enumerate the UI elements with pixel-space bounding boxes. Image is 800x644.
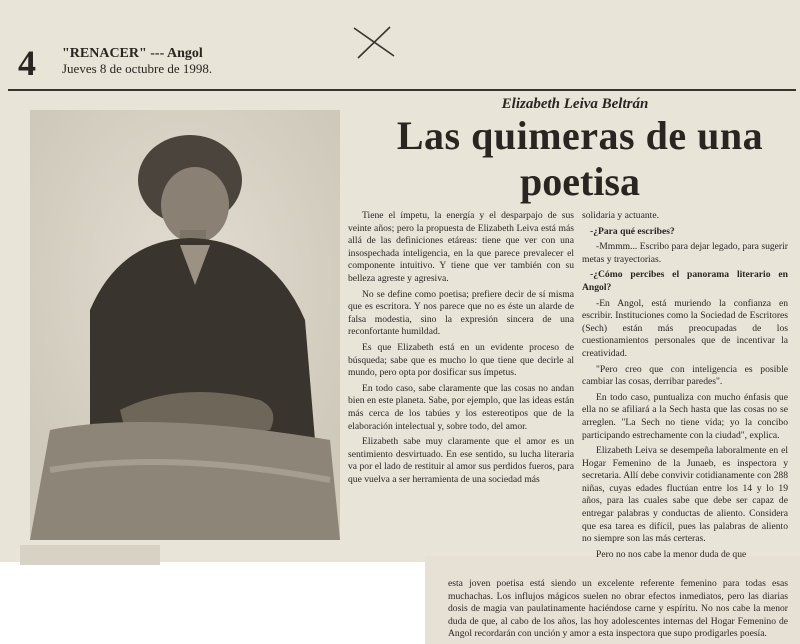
paragraph: No se define como poetisa; prefiere decir de sí misma que es escritora. Y nos parece que no es éste un alarde de falsa modestia, sino la expresión sincera de una reconfortante humildad. xyxy=(348,288,574,338)
article-title-line2: poetisa xyxy=(520,159,640,204)
paragraph: Elizabeth Leiva se desempeña laboralmente en el Hogar Femenino de la Junaeb, es inspectora y secretaria. Allí debe convivir cotidianamente con 288 niñas, cuyas edades fluctúan entre los 14 y lo 19 años, para las cuales sabe que debe ser capaz de entregar palabras y conductas de aliento. Considera que esa tarea es difícil, pues las palabras de aliento no siempre son las más certeras. xyxy=(582,445,788,545)
adjacent-clipping-fragment xyxy=(20,545,160,565)
issue-date: Jueves 8 de octubre de 1998. xyxy=(62,61,213,76)
newspaper-name: "RENACER" --- Angol xyxy=(62,46,203,61)
paragraph: Es que Elizabeth está en un evidente proceso de búsqueda; sabe que es mucho lo que tiene que decirle al mundo, pero opta por dosificar sus ímpetus. xyxy=(348,341,574,379)
article-author: Elizabeth Leiva Beltrán xyxy=(501,96,649,112)
interview-answer: -En Angol, está muriendo la confianza en escribir. Instituciones como la Sociedad de Escritores (Sech) están más preocupadas de los cuestionamientos personales que de incentivar la creatividad. xyxy=(582,297,788,359)
header-rule xyxy=(8,89,796,91)
interview-question: -¿Para qué escribes? xyxy=(590,225,675,237)
page-number: 4 xyxy=(18,43,36,83)
x-mark-icon xyxy=(350,24,400,60)
paragraph: Pero no nos cabe la menor duda de que xyxy=(596,548,747,560)
article-title-line1: Las quimeras de una xyxy=(396,113,764,158)
interview-answer: "Pero creo que con inteligencia es posible cambiar las cosas, derribar paredes". xyxy=(582,363,788,388)
paragraph: solidaria y actuante. xyxy=(582,210,659,221)
paragraph: esta joven poetisa está siendo un excelente referente femenino para todas esas muchachas. Los influjos mágicos suelen no obrar efectos inmediatos, pero las diarias dosis de magia van paulatinamente haciéndose carne y espíritu. No nos cabe la menor duda de que, al cabo de los años, las hoy adolescentes internas del Hogar Femenino de Angol recordarán con unción y amor a esta inspectora que supo prodigarles poesía. xyxy=(448,578,788,640)
paragraph: En todo caso, puntualiza con mucho énfasis que ella no se afiliará a la Sech hasta que las cosas no se arreglen. "La Sech no tiene vida; yo la concibo participando estrechamente con la ciudad", explica. xyxy=(582,391,788,441)
article-continuation xyxy=(448,578,788,641)
paragraph: En todo caso, sabe claramente que las cosas no andan bien en este planeta. Sabe, por ejemplo, que las ideas están más cerca de los tabúes y los estereotipos que de la elaboración intelectual y, sobre todo, del amor. xyxy=(348,382,574,432)
interview-question: -¿Cómo percibes el panorama literario en Angol? xyxy=(582,269,788,293)
article-column-1 xyxy=(348,210,574,489)
article-column-2 xyxy=(582,210,788,564)
portrait-photo xyxy=(30,110,340,540)
paragraph: Elizabeth sabe muy claramente que el amor es un sentimiento desvirtuado. En ese sentido, su lucha literaria va por el lado de restituir al amor sus perdidos fueros, para que vuelva a ser herramienta de una sociedad más xyxy=(348,436,574,485)
interview-answer: -Mmmm... Escribo para dejar legado, para sugerir metas y trayectorias. xyxy=(582,241,788,265)
paragraph: Tiene el ímpetu, la energía y el desparpajo de sus veinte años; pero la propuesta de Elizabeth Leiva está más allá de las definiciones etáreas: tiene que ver con una insospechada inteligencia, en la que parece prevalecer el componente intuitivo. Y tiene que ver también con su belleza agreste y agresiva. xyxy=(348,210,574,284)
